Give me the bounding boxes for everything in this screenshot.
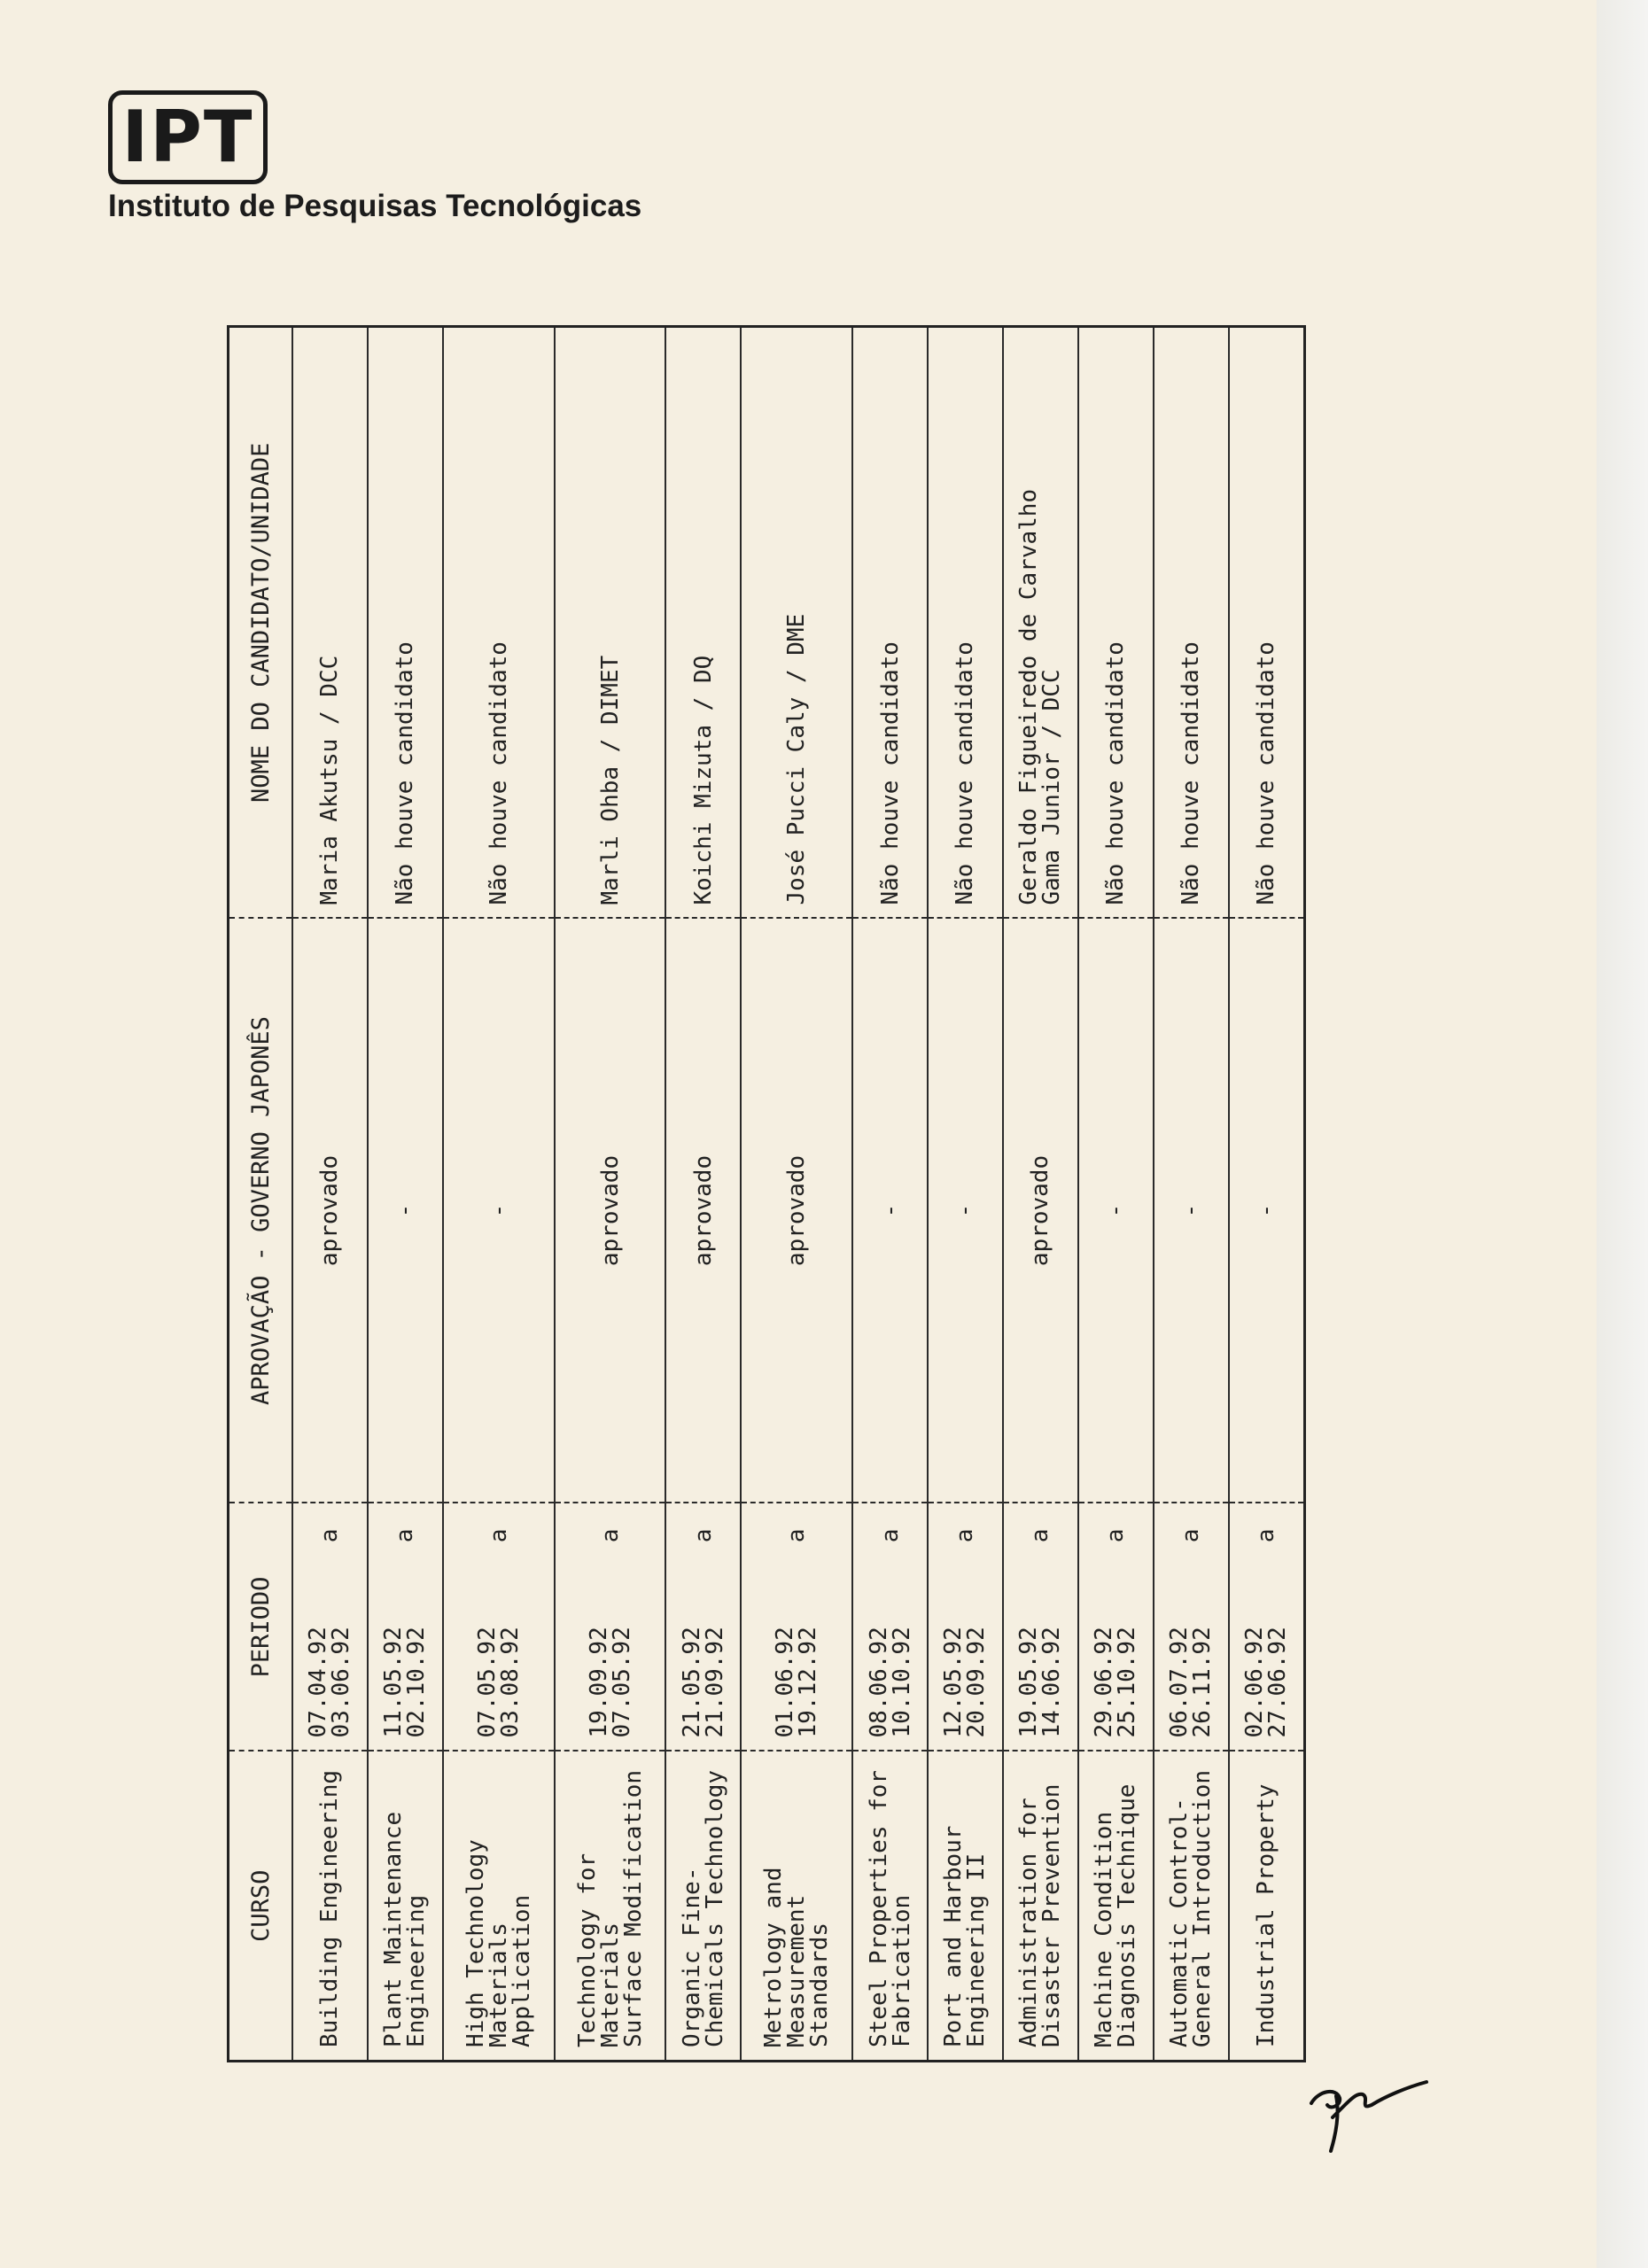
- cell-nome: [741, 327, 852, 919]
- period-a: a: [1178, 1528, 1205, 1543]
- cell-periodo: [1003, 1503, 1078, 1751]
- aprovacao-value: -: [952, 1203, 979, 1218]
- curso-line: General Introduction: [1189, 1769, 1217, 2047]
- period-start: 19.05.92: [1015, 1627, 1043, 1738]
- cell-aprovacao: [555, 919, 666, 1503]
- cell-curso: [368, 1751, 443, 2062]
- period-a: a: [783, 1528, 811, 1543]
- period-start: 21.05.92: [678, 1627, 705, 1738]
- cell-aprovacao: [741, 919, 852, 1503]
- curso-line: Disaster Prevention: [1038, 1783, 1066, 2047]
- aprovacao-value: aprovado: [783, 1154, 811, 1267]
- aprovacao-value: -: [392, 1203, 419, 1218]
- nome-line: Não houve candidato: [952, 641, 979, 905]
- curso-line: Engineering II: [963, 1852, 991, 2047]
- table-body: [292, 327, 1305, 2062]
- curso-line: Plant Maintenance: [380, 1811, 408, 2047]
- ipt-logo: [108, 90, 268, 184]
- cell-periodo: [368, 1503, 443, 1751]
- cell-nome: [1229, 327, 1305, 919]
- nome-line: Não houve candidato: [392, 641, 419, 905]
- table-header-row: [229, 327, 293, 2062]
- period-a: a: [392, 1528, 419, 1543]
- cell-nome: [928, 327, 1003, 919]
- aprovacao-value: aprovado: [689, 1154, 717, 1267]
- curso-line: Materials Application: [485, 1894, 535, 2047]
- signature-icon: [1301, 2052, 1442, 2158]
- cell-nome: [1003, 327, 1078, 919]
- curso-line: Automatic Control-: [1166, 1798, 1193, 2047]
- institute-name: Instituto de Pesquisas Tecnológicas: [108, 189, 642, 223]
- cell-nome: [292, 327, 368, 919]
- aprovacao-value: aprovado: [316, 1154, 344, 1267]
- period-end: 26.11.92: [1189, 1627, 1217, 1738]
- cell-curso: [555, 1751, 666, 2062]
- cell-periodo: [443, 1503, 555, 1751]
- nome-line: Maria Akutsu / DCC: [316, 655, 344, 905]
- nome-line: Não houve candidato: [1253, 641, 1280, 905]
- table-row: [741, 327, 852, 2062]
- period-a: a: [952, 1528, 979, 1543]
- cell-nome: [1078, 327, 1154, 919]
- table-row: [1154, 327, 1229, 2062]
- aprovacao-value: -: [1102, 1203, 1130, 1218]
- cell-periodo: [292, 1503, 368, 1751]
- cell-curso: [1003, 1751, 1078, 2062]
- cell-curso: [443, 1751, 555, 2062]
- curso-line: Machine Condition: [1091, 1811, 1118, 2047]
- cell-periodo: [665, 1503, 741, 1751]
- cell-aprovacao: [1078, 919, 1154, 1503]
- cell-curso: [1229, 1751, 1305, 2062]
- header-curso: CURSO: [229, 1751, 293, 2062]
- curso-line: Surface Modification: [619, 1769, 647, 2047]
- page-edge-shadow: [1597, 0, 1648, 2268]
- header-aprovacao: APROVAÇÃO - GOVERNO JAPONÊS: [229, 919, 293, 1503]
- table-row: [443, 327, 555, 2062]
- period-end: 03.06.92: [328, 1627, 355, 1738]
- period-start: 19.09.92: [585, 1627, 612, 1738]
- nome-line: Marli Ohba / DIMET: [596, 655, 624, 905]
- period-start: 06.07.92: [1166, 1627, 1193, 1738]
- period-a: a: [485, 1528, 512, 1543]
- period-start: 12.05.92: [940, 1627, 968, 1738]
- aprovacao-value: -: [1253, 1203, 1280, 1218]
- curso-line: Diagnosis Technique: [1114, 1783, 1141, 2047]
- cell-aprovacao: [443, 919, 555, 1503]
- cell-curso: [665, 1751, 741, 2062]
- course-table: [227, 325, 1306, 2062]
- period-start: 08.06.92: [865, 1627, 892, 1738]
- curso-line: Steel Properties for: [865, 1769, 892, 2047]
- cell-aprovacao: [1003, 919, 1078, 1503]
- period-start: 02.06.92: [1241, 1627, 1269, 1738]
- period-end: 07.05.92: [608, 1627, 635, 1738]
- cell-nome: [443, 327, 555, 919]
- table-row: [555, 327, 666, 2062]
- curso-line: Administration for: [1015, 1798, 1043, 2047]
- nome-line: Gama Junior / DCC: [1038, 669, 1066, 905]
- logo-text: IPT: [121, 96, 254, 178]
- table-row: [1078, 327, 1154, 2062]
- cell-aprovacao: [852, 919, 928, 1503]
- period-a: a: [689, 1528, 717, 1543]
- curso-line: Building Engineering: [316, 1769, 344, 2047]
- rotated-table-frame: [227, 328, 1306, 2062]
- period-a: a: [1027, 1528, 1054, 1543]
- cell-aprovacao: [665, 919, 741, 1503]
- period-a: a: [1253, 1528, 1280, 1543]
- table-row: [665, 327, 741, 2062]
- cell-periodo: [1154, 1503, 1229, 1751]
- cell-nome: [1154, 327, 1229, 919]
- table-row: [1003, 327, 1078, 2062]
- period-start: 07.04.92: [305, 1627, 332, 1738]
- cell-curso: [852, 1751, 928, 2062]
- period-a: a: [1102, 1528, 1130, 1543]
- curso-line: Organic Fine-: [678, 1867, 705, 2047]
- curso-line: Materials: [596, 1922, 624, 2047]
- period-end: 27.06.92: [1264, 1627, 1292, 1738]
- cell-nome: [665, 327, 741, 919]
- header-nome: NOME DO CANDIDATO/UNIDADE: [229, 327, 293, 919]
- aprovacao-value: aprovado: [596, 1154, 624, 1267]
- nome-line: Não houve candidato: [1178, 641, 1205, 905]
- cell-periodo: [852, 1503, 928, 1751]
- period-start: 11.05.92: [380, 1627, 408, 1738]
- cell-curso: [741, 1751, 852, 2062]
- aprovacao-value: aprovado: [1027, 1154, 1054, 1267]
- cell-periodo: [1229, 1503, 1305, 1751]
- nome-line: Koichi Mizuta / DQ: [689, 655, 717, 905]
- period-end: 14.06.92: [1038, 1627, 1066, 1738]
- cell-nome: [368, 327, 443, 919]
- curso-line: Fabrication: [888, 1894, 915, 2047]
- cell-aprovacao: [1154, 919, 1229, 1503]
- period-start: 01.06.92: [772, 1627, 799, 1738]
- curso-line: Port and Harbour: [940, 1825, 968, 2047]
- cell-periodo: [1078, 1503, 1154, 1751]
- cell-nome: [555, 327, 666, 919]
- period-end: 25.10.92: [1114, 1627, 1141, 1738]
- nome-line: José Pucci Caly / DME: [783, 613, 811, 905]
- curso-line: Engineering: [403, 1894, 431, 2047]
- period-end: 20.09.92: [963, 1627, 991, 1738]
- period-a: a: [596, 1528, 624, 1543]
- period-end: 02.10.92: [403, 1627, 431, 1738]
- curso-line: High Technology: [462, 1839, 489, 2047]
- curso-line: Measurement Standards: [783, 1894, 834, 2047]
- cell-periodo: [555, 1503, 666, 1751]
- cell-periodo: [741, 1503, 852, 1751]
- nome-line: Não houve candidato: [876, 641, 904, 905]
- cell-aprovacao: [292, 919, 368, 1503]
- period-end: 21.09.92: [701, 1627, 728, 1738]
- cell-curso: [928, 1751, 1003, 2062]
- aprovacao-value: -: [876, 1203, 904, 1218]
- curso-line: Industrial Property: [1253, 1783, 1280, 2047]
- table-row: [1229, 327, 1305, 2062]
- cell-curso: [1154, 1751, 1229, 2062]
- curso-line: Technology for: [573, 1852, 601, 2047]
- period-start: 29.06.92: [1091, 1627, 1118, 1738]
- cell-aprovacao: [368, 919, 443, 1503]
- cell-nome: [852, 327, 928, 919]
- table-row: [368, 327, 443, 2062]
- cell-aprovacao: [928, 919, 1003, 1503]
- cell-periodo: [928, 1503, 1003, 1751]
- table-row: [928, 327, 1003, 2062]
- curso-line: Chemicals Technology: [701, 1769, 728, 2047]
- cell-curso: [1078, 1751, 1154, 2062]
- course-table-container: [227, 328, 1306, 2062]
- period-end: 03.08.92: [496, 1627, 524, 1738]
- nome-line: Não houve candidato: [1102, 641, 1130, 905]
- period-start: 07.05.92: [473, 1627, 501, 1738]
- aprovacao-value: -: [1178, 1203, 1205, 1218]
- cell-aprovacao: [1229, 919, 1305, 1503]
- nome-line: Não houve candidato: [485, 641, 512, 905]
- cell-curso: [292, 1751, 368, 2062]
- aprovacao-value: -: [485, 1203, 512, 1218]
- period-a: a: [876, 1528, 904, 1543]
- period-a: a: [316, 1528, 344, 1543]
- nome-line: Geraldo Figueiredo de Carvalho: [1015, 488, 1043, 905]
- period-end: 19.12.92: [795, 1627, 822, 1738]
- table-row: [292, 327, 368, 2062]
- header-periodo: PERIODO: [229, 1503, 293, 1751]
- curso-line: Metrology and: [760, 1867, 788, 2047]
- period-end: 10.10.92: [888, 1627, 915, 1738]
- table-row: [852, 327, 928, 2062]
